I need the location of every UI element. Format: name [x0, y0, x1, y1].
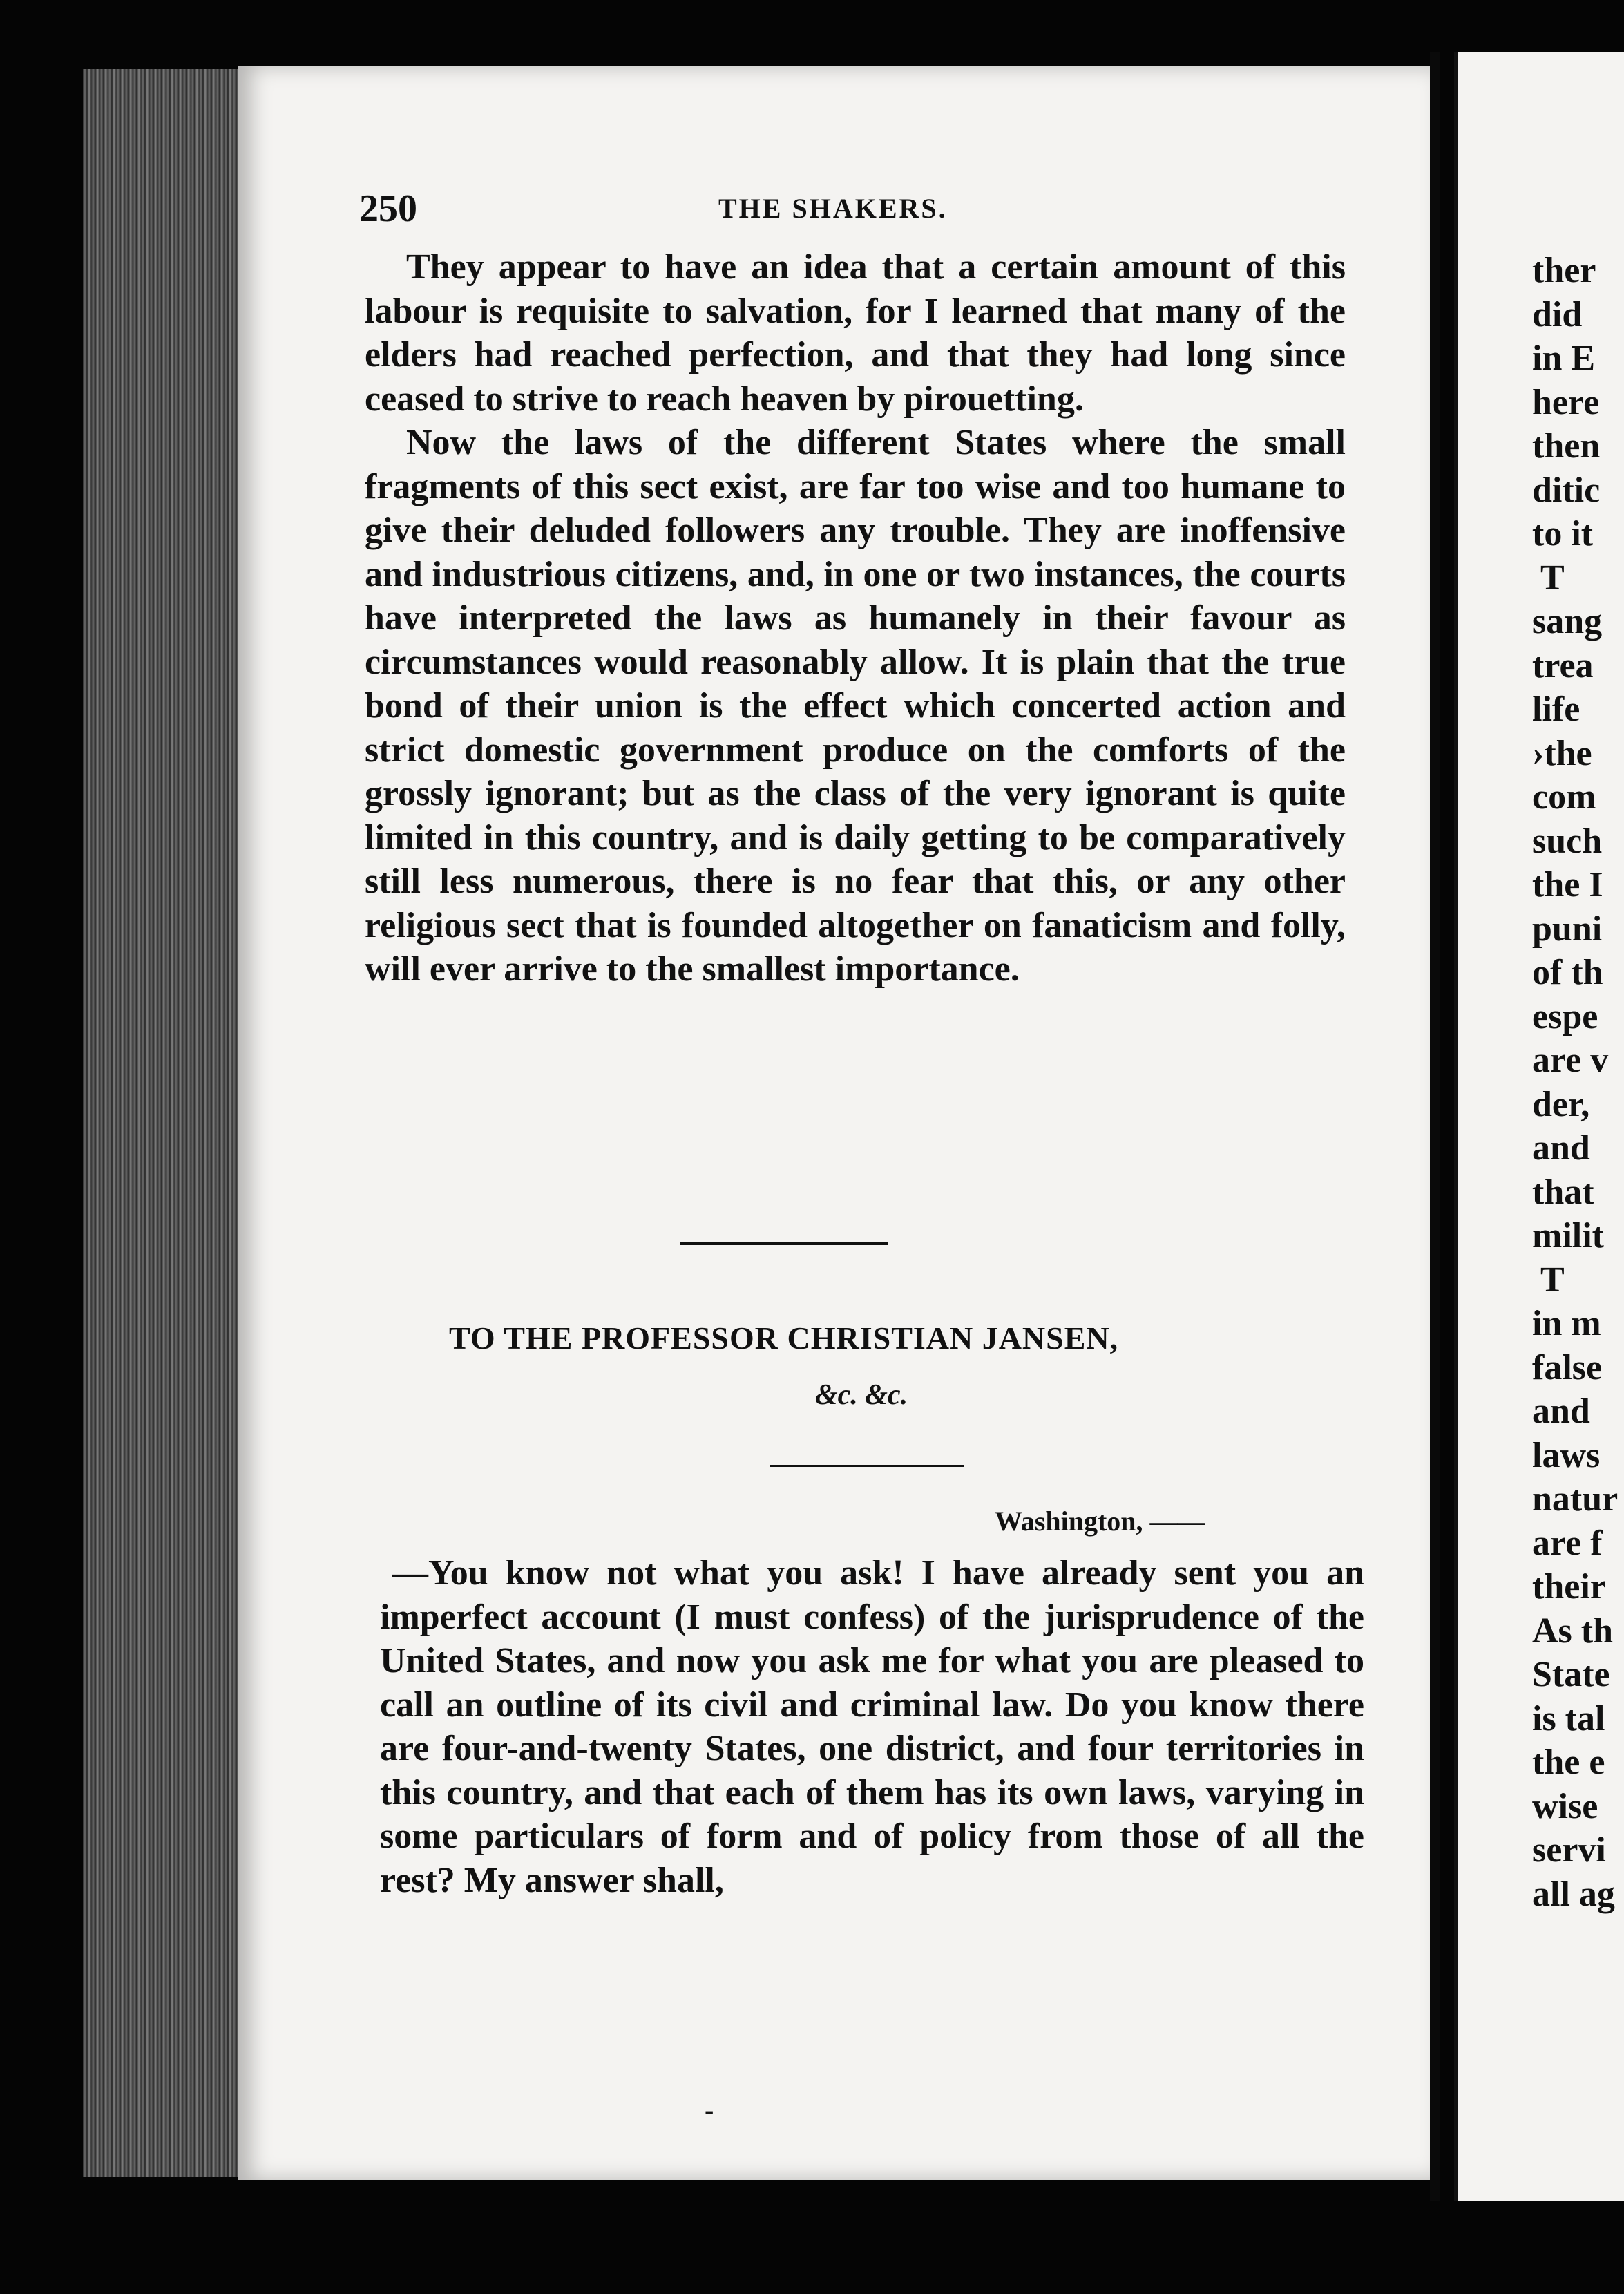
- paragraph: Now the laws of the different States where the small fragments of this sect exist, are far too wise and too humane to give their deluded followers any trouble. They are inoffensive and industrious citizens, and, in one or two instances, the courts have interpreted the laws as humanely in their favour as circumstances would reasonably allow. It is plain that the true bond of their union is the effect which concerted action and strict domestic government produce on the comforts of the grossly ignorant; but as the class of the very ignorant is quite limited in this country, and is daily getting to be comparatively still less numerous, there is no fear that this, or any other religious sect that is founded altogether on fanaticism and folly, will ever arrive to the smallest importance.: [365, 423, 1346, 989]
- letter-heading: TO THE PROFESSOR CHRISTIAN JANSEN,: [449, 1320, 1119, 1356]
- section-rule-top: [680, 1242, 888, 1245]
- running-title: THE SHAKERS.: [718, 193, 948, 224]
- section-rule-bottom: [770, 1465, 964, 1467]
- page-edge-stack: [83, 69, 242, 2177]
- dateline: Washington, ——: [995, 1506, 1205, 1537]
- page-number: 250: [359, 187, 417, 230]
- paragraph: They appear to have an idea that a certain amount of this labour is requisite to salvation, for I learned that many of the elders had reached perfection, and that they had long since ceased to strive to reach heaven by pirouetting.: [365, 247, 1346, 419]
- page-mark: -: [705, 2094, 714, 2125]
- body-text: [365, 245, 1346, 992]
- letter-subheading: &c. &c.: [815, 1379, 908, 1411]
- gutter: [1430, 52, 1440, 2201]
- running-head: [359, 187, 1354, 235]
- paragraph: —You know not what you ask! I have already sent you an imperfect account (I must confess) of the jurisprudence of the United States, and now you ask me for what you are pleased to call an outline of its civil and criminal law. Do you know there are four-and-twenty States, one district, and four territories in this country, and that each of them has its own laws, varying in some particulars of form and of policy from those of all the rest? My answer shall,: [380, 1553, 1364, 1900]
- letter-text: [380, 1551, 1364, 1902]
- facing-page-text: ther did in E here then ditic to it T sang trea life ›the com such the I puni of th espe are v der, and that milit T in m false and laws natur are f their As th State is tal the e wise servi all ag: [1532, 251, 1618, 1914]
